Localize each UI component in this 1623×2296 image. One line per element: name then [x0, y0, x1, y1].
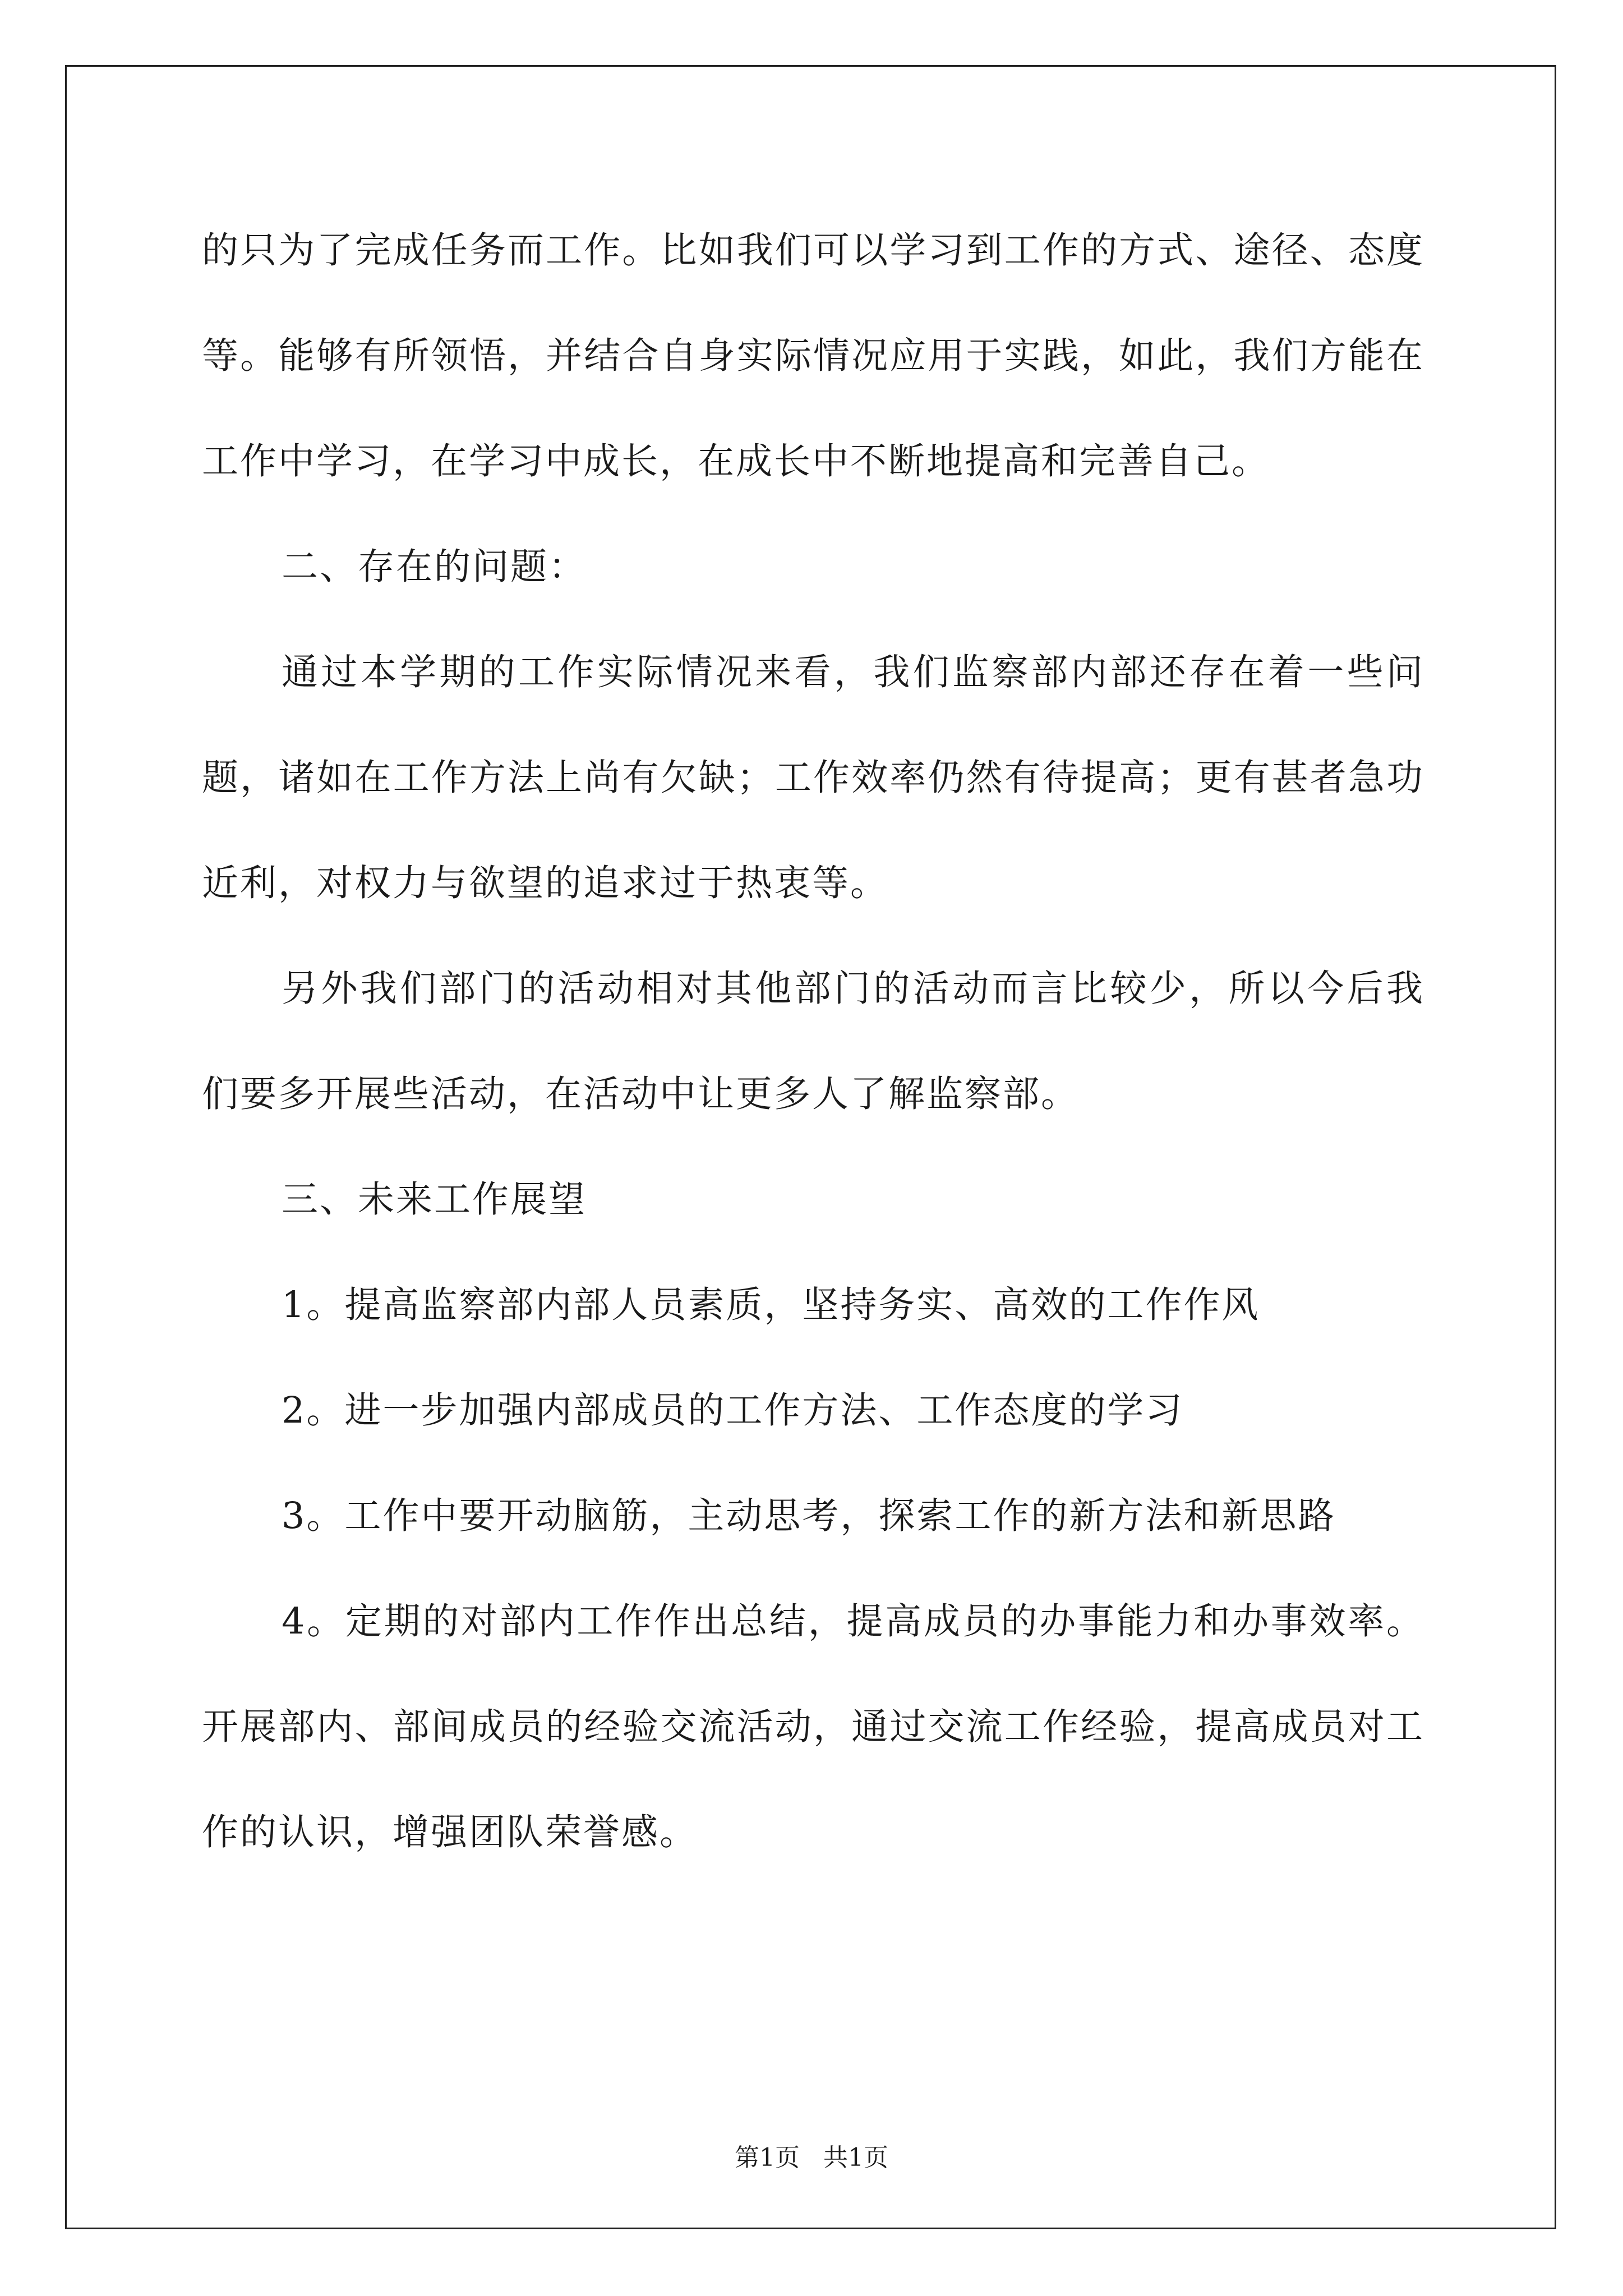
list-item-3: 3。工作中要开动脑筋，主动思考，探索工作的新方法和新思路 [282, 1495, 1336, 1537]
list-item-1: 1。提高监察部内部人员素质，坚持务实、高效的工作作风 [282, 1284, 1260, 1326]
page-number-current: 第1页 [735, 2143, 800, 2172]
list-item-2: 2。进一步加强内部成员的工作方法、工作态度的学习 [282, 1389, 1184, 1432]
heading-existing-problems: 二、存在的问题： [282, 546, 587, 588]
document-body [202, 198, 1424, 1885]
heading-future-outlook: 三、未来工作展望 [282, 1179, 587, 1221]
page-number-total: 共1页 [823, 2143, 888, 2172]
paragraph-activities: 另外我们部门的活动相对其他部门的活动而言比较少，所以今后我们要多开展些活动，在活动中让更多人了解监察部。 [202, 968, 1424, 1115]
page-footer [0, 2137, 1623, 2173]
list-item-4: 4。定期的对部内工作作出总结，提高成员的办事能力和办事效率。开展部内、部间成员的经验交流活动，通过交流工作经验，提高成员对工作的认识，增强团队荣誉感。 [202, 1600, 1424, 1853]
paragraph-problems: 通过本学期的工作实际情况来看，我们监察部内部还存在着一些问题，诸如在工作方法上尚有欠缺；工作效率仍然有待提高；更有甚者急功近利，对权力与欲望的追求过于热衷等。 [202, 651, 1424, 904]
paragraph-intro-continuation: 的只为了完成任务而工作。比如我们可以学习到工作的方式、途径、态度等。能够有所领悟，并结合自身实际情况应用于实践，如此，我们方能在工作中学习，在学习中成长，在成长中不断地提高和完善自己。 [202, 229, 1424, 482]
